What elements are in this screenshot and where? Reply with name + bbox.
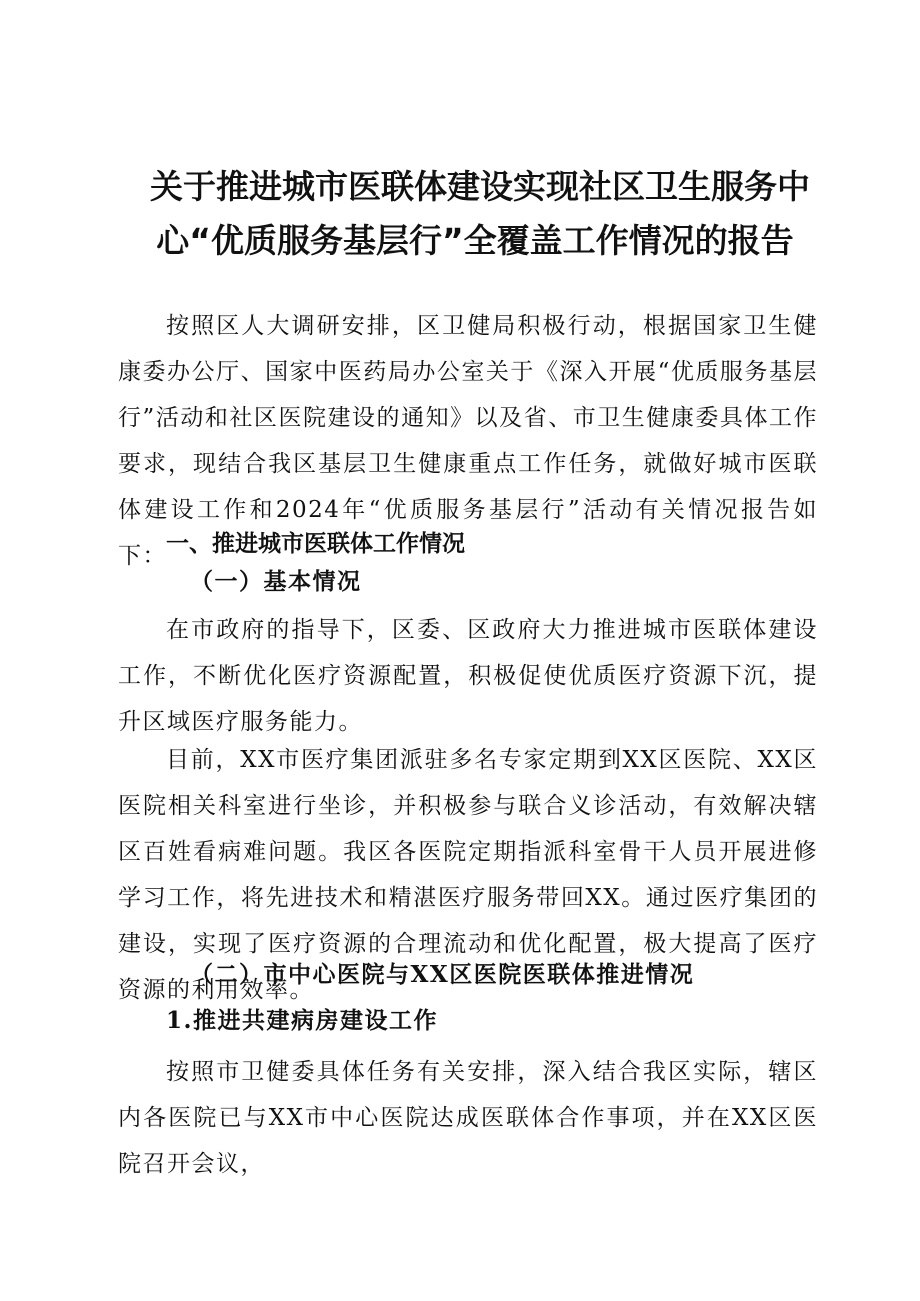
title-line-2: 心“优质服务基层行”全覆盖工作情况的报告 bbox=[156, 221, 794, 260]
document-title bbox=[150, 160, 810, 268]
section-1-heading: 一、推进城市医联体工作情况 bbox=[166, 531, 465, 557]
subsection-1-paragraph-1: 在市政府的指导下，区委、区政府大力推进城市医联体建设工作，不断优化医疗资源配置，积极促使优质医疗资源下沉，提升区域医疗服务能力。 bbox=[118, 617, 818, 735]
subsection-2-heading: （二）市中心医院与XX区医院医联体推进情况 bbox=[190, 961, 695, 988]
intro-paragraph: 按照区人大调研安排，区卫健局积极行动，根据国家卫生健康委办公厅、国家中医药局办公室关于《深入开展“优质服务基层行”活动和社区医院建设的通知》以及省、市卫生健康委具体工作要求，现结合我区基层卫生健康重点工作任务，就做好城市医联体建设工作和2024年“优质服务基层行”活动有关情况报告如下： bbox=[118, 313, 818, 569]
item-1-heading: 1.推进共建病房建设工作 bbox=[166, 1007, 439, 1034]
item-1-paragraph: 按照市卫健委具体任务有关安排，深入结合我区实际，辖区内各医院已与XX市中心医院达成医联体合作事项，并在XX区医院召开会议， bbox=[118, 1059, 818, 1177]
subsection-1-heading: （一）基本情况 bbox=[190, 568, 362, 595]
subsection-1-paragraph-2: 目前，XX市医疗集团派驻多名专家定期到XX区医院、XX区医院相关科室进行坐诊，并积极参与联合义诊活动，有效解决辖区百姓看病难问题。我区各医院定期指派科室骨干人员开展进修学习工作，将先进技术和精湛医疗服务带回XX。通过医疗集团的建设，实现了医疗资源的合理流动和优化配置，极大提高了医疗资源的利用效率。 bbox=[118, 747, 818, 1003]
title-line-1: 关于推进城市医联体建设实现社区卫生服务中 bbox=[150, 167, 810, 206]
